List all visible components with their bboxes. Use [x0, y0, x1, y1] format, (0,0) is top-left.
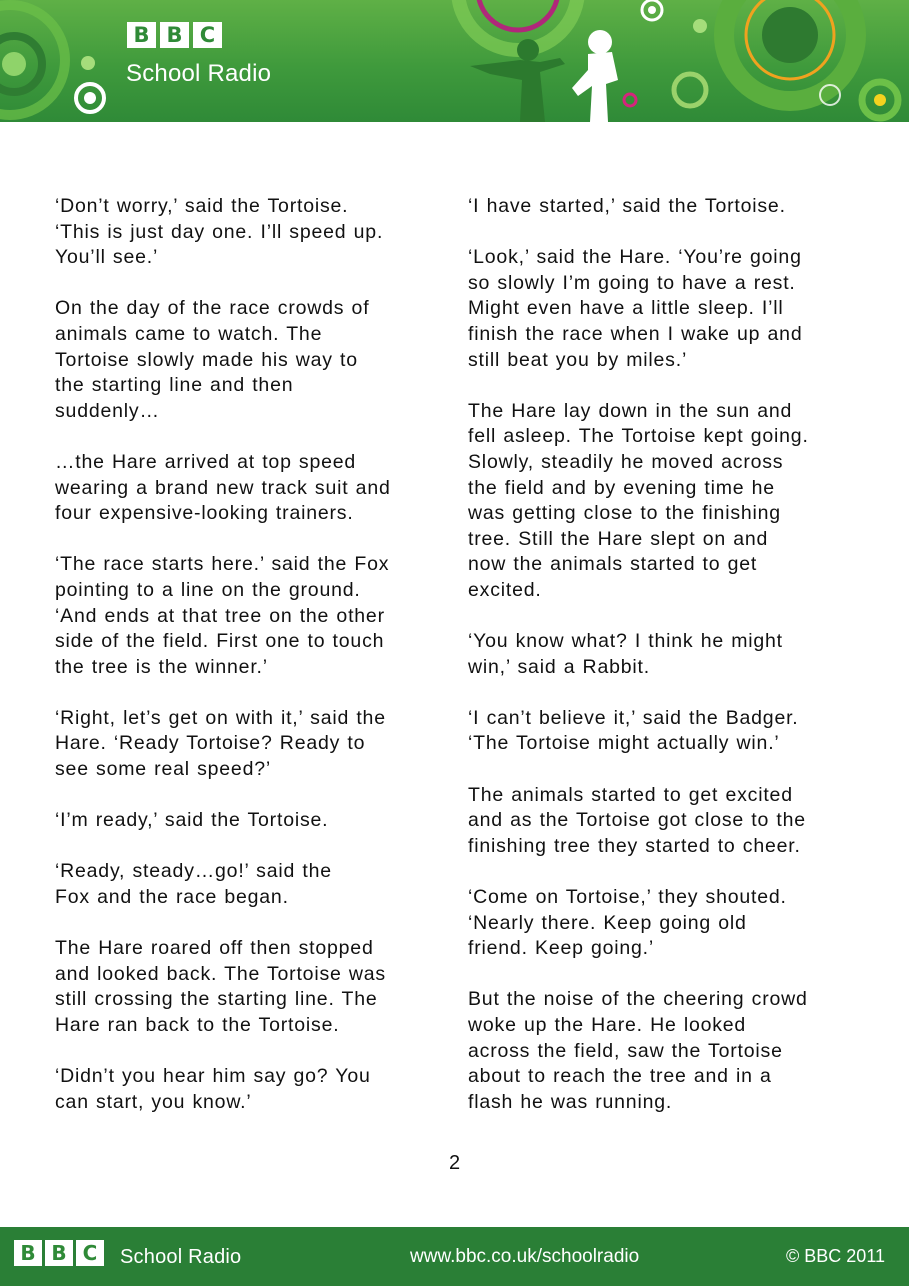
bbc-logo-letter: C	[76, 1240, 104, 1266]
page-footer	[0, 1227, 909, 1286]
story-line: can start, you know.’	[55, 1090, 252, 1113]
story-line: The Hare lay down in the sun and	[468, 399, 793, 422]
story-paragraph	[468, 885, 863, 962]
footer-bbc-logo	[14, 1240, 104, 1266]
story-paragraph	[55, 552, 445, 680]
footer-school-radio: School Radio	[120, 1246, 242, 1268]
story-line: Hare. ‘Ready Tortoise? Ready to	[55, 732, 366, 755]
story-line: On the day of the race crowds of	[55, 297, 370, 320]
story-line: ‘The race starts here.’ said the Fox	[55, 553, 390, 576]
story-line: ‘Don’t worry,’ said the Tortoise.	[55, 195, 349, 217]
story-line: side of the field. First one to touch	[55, 630, 385, 653]
story-line: ‘Look,’ said the Hare. ‘You’re going	[468, 246, 802, 269]
footer-copyright: © BBC 2011	[786, 1246, 885, 1266]
story-line: ‘Right, let’s get on with it,’ said the	[55, 706, 386, 729]
story-line: ‘You know what? I think he might	[468, 630, 783, 653]
story-line: ‘The Tortoise might actually win.’	[468, 732, 780, 755]
story-line: the starting line and then	[55, 374, 294, 397]
page-header	[0, 0, 909, 122]
story-line: tree. Still the Hare slept on and	[468, 527, 769, 550]
story-line: animals came to watch. The	[55, 322, 323, 345]
story-line: The Hare roared off then stopped	[55, 937, 374, 960]
story-line: ‘This is just day one. I’ll speed up.	[55, 220, 384, 243]
story-line: and looked back. The Tortoise was	[55, 962, 386, 985]
story-paragraph	[55, 936, 445, 1038]
story-line: about to reach the tree and in a	[468, 1065, 772, 1088]
story-line: across the field, saw the Tortoise	[468, 1039, 783, 1062]
children-silhouette	[470, 39, 565, 122]
story-line: finish the race when I wake up and	[468, 322, 803, 345]
story-line: …the Hare arrived at top speed	[55, 450, 357, 473]
story-line: Might even have a little sleep. I’ll	[468, 297, 784, 320]
bbc-logo	[127, 22, 222, 48]
story-line: ‘I’m ready,’ said the Tortoise.	[55, 809, 329, 832]
story-line: the tree is the winner.’	[55, 655, 268, 678]
story-paragraph	[468, 194, 863, 220]
story-line: ‘I have started,’ said the Tortoise.	[468, 195, 786, 217]
story-line: The animals started to get excited	[468, 783, 793, 806]
story-line: see some real speed?’	[55, 758, 271, 781]
story-line: Hare ran back to the Tortoise.	[55, 1014, 340, 1036]
story-line: You’ll see.’	[55, 246, 159, 269]
bbc-logo-letter: C	[193, 22, 222, 48]
story-paragraph	[468, 783, 863, 860]
story-line: was getting close to the finishing	[468, 502, 781, 525]
story-line: Tortoise slowly made his way to	[55, 348, 358, 371]
bbc-logo-letter: B	[160, 22, 189, 48]
story-paragraph	[468, 245, 863, 373]
page-number: 2	[448, 1152, 461, 1174]
story-paragraph	[55, 808, 445, 834]
story-line: flash he was running.	[468, 1090, 673, 1113]
story-line: four expensive-looking trainers.	[55, 502, 354, 525]
story-line: wearing a brand new track suit and	[55, 476, 391, 499]
footer-url[interactable]: www.bbc.co.uk/schoolradio	[410, 1246, 640, 1267]
story-line: suddenly…	[55, 399, 160, 422]
story-line: But the noise of the cheering crowd	[468, 988, 808, 1011]
story-line: finishing tree they started to cheer.	[468, 834, 801, 857]
story-line: so slowly I’m going to have a rest.	[468, 271, 796, 294]
story-line: Slowly, steadily he moved across	[468, 450, 784, 473]
story-line: the field and by evening time he	[468, 476, 775, 499]
story-paragraph	[55, 296, 445, 424]
story-line: Fox and the race began.	[55, 886, 289, 909]
bbc-logo-letter: B	[45, 1240, 73, 1266]
story-right-column	[468, 194, 863, 1141]
story-line: woke up the Hare. He looked	[468, 1014, 747, 1036]
story-paragraph	[468, 706, 863, 757]
story-line: fell asleep. The Tortoise kept going.	[468, 425, 809, 448]
story-paragraph	[55, 859, 445, 910]
story-line: ‘And ends at that tree on the other	[55, 604, 385, 627]
story-line: excited.	[468, 578, 542, 601]
story-left-column	[55, 194, 445, 1141]
story-line: ‘Come on Tortoise,’ they shouted.	[468, 886, 787, 909]
bbc-logo-letter: B	[14, 1240, 42, 1266]
story-line: friend. Keep going.’	[468, 937, 655, 960]
story-paragraph	[468, 399, 863, 604]
story-line: ‘Nearly there. Keep going old	[468, 911, 747, 934]
story-line: ‘Didn’t you hear him say go? You	[55, 1065, 371, 1088]
bbc-logo-letter: B	[127, 22, 156, 48]
story-line: ‘Ready, steady…go!’ said the	[55, 860, 332, 883]
story-line: pointing to a line on the ground.	[55, 578, 361, 601]
story-paragraph	[468, 987, 863, 1115]
story-paragraph	[55, 706, 445, 783]
school-radio-title: School Radio	[126, 60, 272, 87]
story-line: win,’ said a Rabbit.	[468, 655, 650, 678]
story-paragraph	[55, 450, 445, 527]
story-line: still crossing the starting line. The	[55, 988, 378, 1011]
story-paragraph	[468, 629, 863, 680]
story-line: still beat you by miles.’	[468, 348, 688, 371]
story-paragraph	[55, 194, 445, 271]
story-line: now the animals started to get	[468, 553, 758, 576]
story-line: ‘I can’t believe it,’ said the Badger.	[468, 706, 799, 729]
story-paragraph	[55, 1064, 445, 1115]
story-line: and as the Tortoise got close to the	[468, 809, 806, 832]
